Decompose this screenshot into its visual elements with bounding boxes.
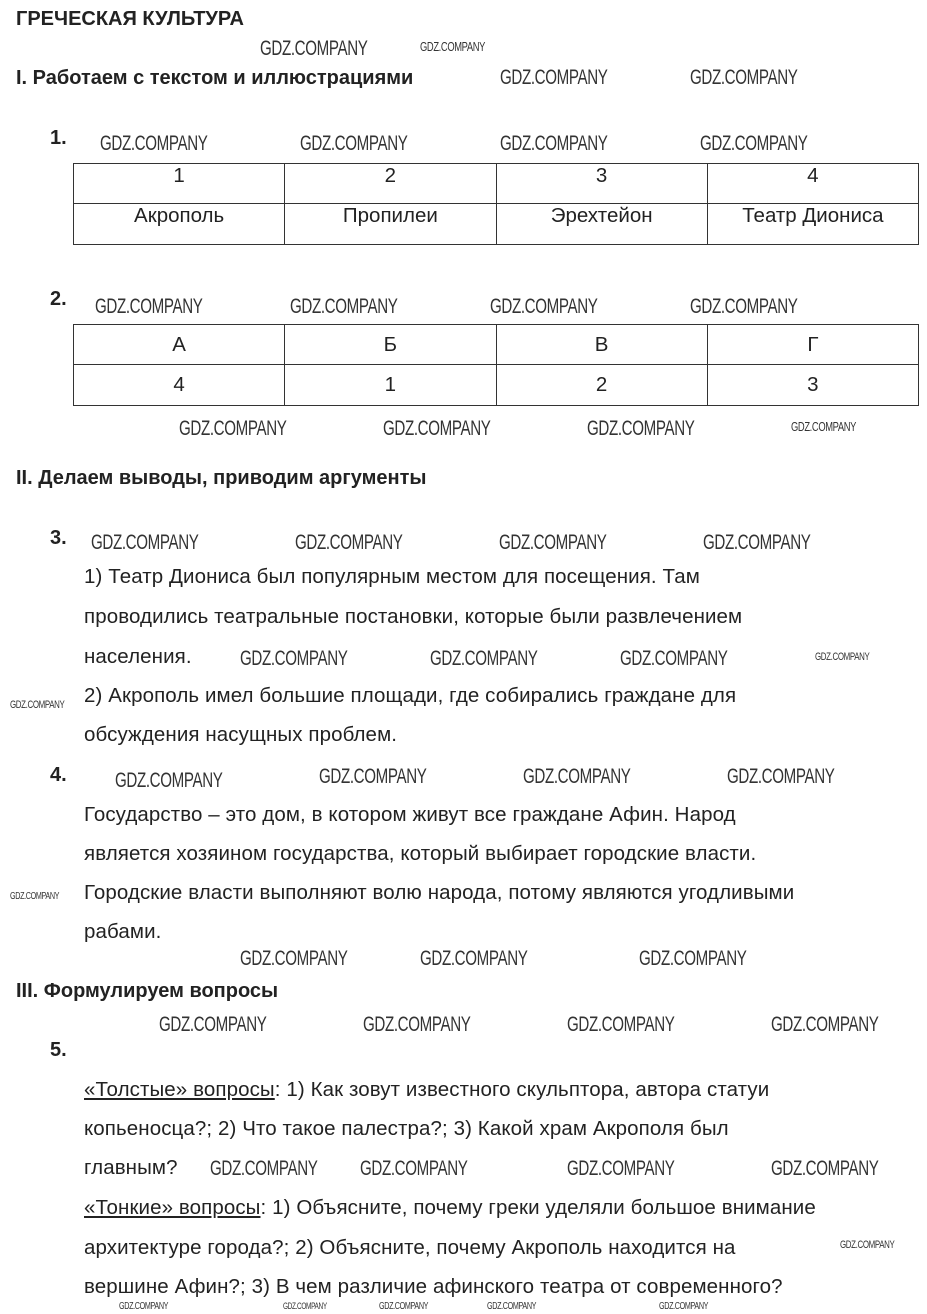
table-cell: Театр Диониса <box>707 204 918 245</box>
thick-questions-label: «Толстые» вопросы <box>84 1078 275 1101</box>
watermark: GDZ.COMPANY <box>700 132 808 155</box>
answer-line: населения. <box>84 645 192 668</box>
table-header: В <box>496 325 707 365</box>
watermark: GDZ.COMPANY <box>703 531 811 554</box>
watermark: GDZ.COMPANY <box>690 66 798 89</box>
watermark: GDZ.COMPANY <box>363 1013 471 1036</box>
answer-line: Государство – это дом, в котором живут все граждане Афин. Народ <box>84 803 736 826</box>
answer-text: : 1) Объясните, почему греки уделяли большое внимание <box>260 1196 816 1219</box>
task-3-number: 3. <box>50 527 67 549</box>
watermark: GDZ.COMPANY <box>567 1013 675 1036</box>
section-2-heading: II. Делаем выводы, приводим аргументы <box>16 467 427 489</box>
answer-line: вершине Афин?; 3) В чем различие афинского театра от современного? <box>84 1275 783 1298</box>
table-header: 1 <box>74 164 285 204</box>
table-cell: 1 <box>285 365 496 406</box>
answer-line: Городские власти выполняют волю народа, потому являются угодливыми <box>84 881 795 904</box>
thin-questions-line <box>84 1196 816 1220</box>
watermark: GDZ.COMPANY <box>179 417 287 440</box>
table-header: 3 <box>496 164 707 204</box>
watermark: GDZ.COMPANY <box>159 1013 267 1036</box>
watermark: GDZ.COMPANY <box>420 39 486 54</box>
watermark: GDZ.COMPANY <box>690 295 798 318</box>
watermark: GDZ.COMPANY <box>620 647 728 670</box>
watermark: GDZ.COMPANY <box>567 1157 675 1180</box>
answer-line: архитектуре города?; 2) Объясните, почему Акрополь находится на <box>84 1236 736 1259</box>
task-2-table <box>73 324 919 406</box>
watermark: GDZ.COMPANY <box>10 891 60 902</box>
watermark: GDZ.COMPANY <box>290 295 398 318</box>
task-2-number: 2. <box>50 288 67 310</box>
section-3-heading: III. Формулируем вопросы <box>16 980 279 1002</box>
table-cell: 3 <box>707 365 918 406</box>
table-header: А <box>74 325 285 365</box>
table-header: Б <box>285 325 496 365</box>
answer-text: : 1) Как зовут известного скульптора, автора статуи <box>274 1078 770 1101</box>
watermark: GDZ.COMPANY <box>499 531 607 554</box>
table-header: 4 <box>707 164 918 204</box>
page-title: ГРЕЧЕСКАЯ КУЛЬТУРА <box>16 8 244 30</box>
watermark: GDZ.COMPANY <box>283 1301 327 1311</box>
answer-line: является хозяином государства, который выбирает городские власти. <box>84 842 757 865</box>
watermark: GDZ.COMPANY <box>240 647 348 670</box>
answer-line: рабами. <box>84 920 162 943</box>
watermark: GDZ.COMPANY <box>300 132 408 155</box>
answer-line: проводились театральные постановки, которые были развлечением <box>84 605 743 628</box>
answer-line: обсуждения насущных проблем. <box>84 723 398 746</box>
watermark: GDZ.COMPANY <box>771 1013 879 1036</box>
watermark: GDZ.COMPANY <box>500 66 608 89</box>
watermark: GDZ.COMPANY <box>420 947 528 970</box>
watermark: GDZ.COMPANY <box>487 1301 537 1312</box>
watermark: GDZ.COMPANY <box>727 765 835 788</box>
watermark: GDZ.COMPANY <box>260 37 368 60</box>
answer-line: 2) Акрополь имел большие площади, где собирались граждане для <box>84 684 737 707</box>
watermark: GDZ.COMPANY <box>360 1157 468 1180</box>
watermark: GDZ.COMPANY <box>210 1157 318 1180</box>
table-cell: 4 <box>74 365 285 406</box>
watermark: GDZ.COMPANY <box>240 947 348 970</box>
watermark: GDZ.COMPANY <box>587 417 695 440</box>
watermark: GDZ.COMPANY <box>115 769 223 792</box>
watermark: GDZ.COMPANY <box>91 531 199 554</box>
answer-line: копьеносца?; 2) Что такое палестра?; 3) Какой храм Акрополя был <box>84 1117 729 1140</box>
watermark: GDZ.COMPANY <box>383 417 491 440</box>
watermark: GDZ.COMPANY <box>840 1239 895 1251</box>
watermark: GDZ.COMPANY <box>119 1301 169 1312</box>
section-1-heading: I. Работаем с текстом и иллюстрациями <box>16 67 414 89</box>
watermark: GDZ.COMPANY <box>295 531 403 554</box>
answer-line: 1) Театр Диониса был популярным местом для посещения. Там <box>84 565 700 588</box>
table-header: Г <box>707 325 918 365</box>
watermark: GDZ.COMPANY <box>319 765 427 788</box>
watermark: GDZ.COMPANY <box>639 947 747 970</box>
thin-questions-label: «Тонкие» вопросы <box>84 1196 261 1219</box>
watermark: GDZ.COMPANY <box>791 419 857 434</box>
watermark: GDZ.COMPANY <box>523 765 631 788</box>
watermark: GDZ.COMPANY <box>771 1157 879 1180</box>
watermark: GDZ.COMPANY <box>815 651 870 663</box>
watermark: GDZ.COMPANY <box>100 132 208 155</box>
table-cell: Эрехтейон <box>496 204 707 245</box>
task-4-number: 4. <box>50 764 67 786</box>
task-5-number: 5. <box>50 1039 67 1061</box>
watermark: GDZ.COMPANY <box>10 699 65 711</box>
table-header: 2 <box>285 164 496 204</box>
table-cell: 2 <box>496 365 707 406</box>
watermark: GDZ.COMPANY <box>490 295 598 318</box>
thick-questions-line <box>84 1078 769 1102</box>
watermark: GDZ.COMPANY <box>95 295 203 318</box>
watermark: GDZ.COMPANY <box>500 132 608 155</box>
answer-line: главным? <box>84 1156 178 1179</box>
watermark: GDZ.COMPANY <box>379 1301 429 1312</box>
table-cell: Пропилеи <box>285 204 496 245</box>
table-cell: Акрополь <box>74 204 285 245</box>
task-1-number: 1. <box>50 127 67 149</box>
watermark: GDZ.COMPANY <box>430 647 538 670</box>
watermark: GDZ.COMPANY <box>659 1301 709 1312</box>
task-1-table <box>73 163 919 245</box>
